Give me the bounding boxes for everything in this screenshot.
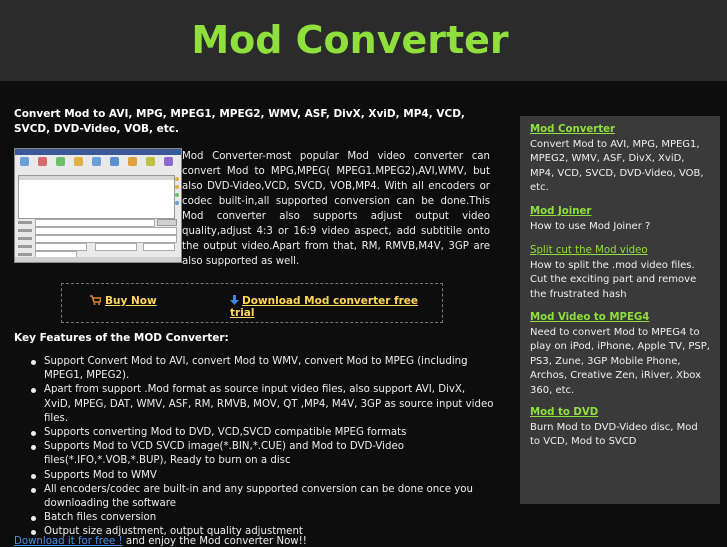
screenshot-list-header bbox=[19, 176, 174, 180]
screenshot-label bbox=[18, 237, 32, 240]
feature-item: Supports converting Mod to DVD, VCD,SVCD compatible MPEG formats bbox=[44, 426, 494, 440]
intro-body: Mod Converter-most popular Mod video converter can convert Mod to MPG,MPEG( MPEG1.MPEG2),AVI,WMV, but also DVD-Video,VCD, SVCD, VOB,MP4. With all encoders or codec built-in,all supported conversion can be done.This Mod converter also supports adjust output video quality,adjust 4:3 or 16:9 video aspect, add subtitile onto the output video.Apart from that, RM, RMVB,M4V, 3GP are also supported as well. bbox=[182, 151, 490, 267]
sidebar-desc: How to use Mod Joiner ? bbox=[530, 221, 651, 232]
download-line bbox=[14, 536, 307, 547]
toolbar-icon bbox=[110, 157, 119, 166]
toolbar-icon bbox=[146, 157, 155, 166]
screenshot-field bbox=[95, 243, 137, 251]
screenshot-toolbar bbox=[18, 157, 178, 173]
sidebar-link-mod-converter[interactable]: Mod Converter bbox=[530, 124, 616, 135]
sidebar-section-mod-to-dvd bbox=[530, 406, 710, 450]
screenshot-field bbox=[35, 227, 177, 235]
sidebar bbox=[520, 116, 720, 504]
sidebar-section-mod-converter bbox=[530, 123, 710, 196]
site-header bbox=[0, 0, 727, 81]
screenshot-titlebar bbox=[15, 149, 181, 155]
screenshot-file-list bbox=[18, 175, 175, 219]
feature-item: Output size adjustment, output quality adjustment bbox=[44, 525, 494, 539]
download-free-link[interactable]: Download it for free ! bbox=[14, 536, 123, 547]
screenshot-label bbox=[18, 245, 32, 248]
screenshot-button bbox=[157, 219, 177, 226]
screenshot-field bbox=[143, 243, 175, 251]
sidebar-section-split-cut bbox=[530, 244, 710, 302]
download-arrow-icon bbox=[230, 295, 239, 305]
sidebar-desc: How to split the .mod video files. Cut the exciting part and remove the frustrated hash bbox=[530, 260, 697, 300]
toolbar-icon bbox=[128, 157, 137, 166]
screenshot-label bbox=[18, 253, 32, 256]
screenshot-field bbox=[35, 219, 155, 227]
toolbar-icon bbox=[38, 157, 47, 166]
cta-box bbox=[61, 283, 443, 323]
toolbar-icon bbox=[74, 157, 83, 166]
screenshot-side-buttons bbox=[175, 175, 179, 217]
free-trial-label: Download Mod converter free trial bbox=[230, 295, 419, 319]
toolbar-icon bbox=[92, 157, 101, 166]
software-screenshot bbox=[14, 148, 182, 263]
sidebar-link-mod-to-dvd[interactable]: Mod to DVD bbox=[530, 407, 599, 418]
screenshot-label bbox=[18, 221, 32, 224]
sidebar-link-split-cut[interactable]: Split cut the Mod video bbox=[530, 245, 648, 256]
screenshot-field bbox=[35, 243, 87, 251]
feature-item: Supports Mod to VCD SVCD image(*.BIN,*.CUE) and Mod to DVD-Video files(*.IFO,*.VOB,*.BUP), Ready to burn on a disc bbox=[44, 440, 494, 468]
sidebar-section-mod-to-mpeg4 bbox=[530, 311, 710, 398]
buy-now-link[interactable] bbox=[90, 295, 157, 307]
sidebar-desc: Convert Mod to AVI, MPG, MPEG1, MPEG2, WMV, ASF, DivX, XviD, MP4, VCD, SVCD, DVD-Video, VOB, etc. bbox=[530, 139, 704, 194]
sidebar-link-mod-joiner[interactable]: Mod Joiner bbox=[530, 206, 592, 217]
features-list bbox=[14, 355, 494, 540]
toolbar-icon bbox=[164, 157, 173, 166]
free-trial-link[interactable] bbox=[230, 295, 442, 319]
sidebar-link-mod-to-mpeg4[interactable]: Mod Video to MPEG4 bbox=[530, 312, 650, 323]
feature-item: Batch files conversion bbox=[44, 511, 494, 525]
download-rest-text: and enjoy the Mod converter Now!! bbox=[122, 536, 307, 547]
site-title: Mod Converter bbox=[191, 18, 509, 62]
sidebar-desc: Burn Mod to DVD-Video disc, Mod to VCD, Mod to SVCD bbox=[530, 422, 698, 448]
screenshot-statusbar bbox=[15, 257, 181, 262]
screenshot-label bbox=[18, 229, 32, 232]
buy-now-label: Buy Now bbox=[105, 295, 157, 307]
intro-heading: Convert Mod to AVI, MPG, MPEG1, MPEG2, WMV, ASF, DivX, XviD, MP4, VCD, SVCD, DVD-Video, VOB, etc. bbox=[14, 108, 465, 135]
toolbar-icon bbox=[56, 157, 65, 166]
feature-item: Supports Mod to WMV bbox=[44, 469, 494, 483]
feature-item: Apart from support .Mod format as source input video files, also support AVI, DivX, XviD, MPEG, DAT, WMV, ASF, RM, RMVB, MOV, QT ,MP4, M4V, 3GP as source input video files. bbox=[44, 383, 494, 426]
sidebar-desc: Need to convert Mod to MPEG4 to play on iPod, iPhone, Apple TV, PSP, PS3, Zune, 3GP Mobile Phone, Archos, Creative Zen, iRiver, Xbox 360, etc. bbox=[530, 327, 710, 396]
feature-item: Support Convert Mod to AVI, convert Mod to WMV, convert Mod to MPEG (including MPEG1, MPEG2). bbox=[44, 355, 494, 383]
toolbar-icon bbox=[20, 157, 29, 166]
features-heading: Key Features of the MOD Converter: bbox=[14, 332, 229, 344]
screenshot-field bbox=[35, 235, 177, 243]
main-content bbox=[0, 81, 503, 545]
shopping-cart-icon bbox=[90, 295, 101, 305]
feature-item: All encoders/codec are built-in and any supported conversion can be done once you downloading the software bbox=[44, 483, 494, 511]
sidebar-section-mod-joiner bbox=[530, 205, 710, 234]
